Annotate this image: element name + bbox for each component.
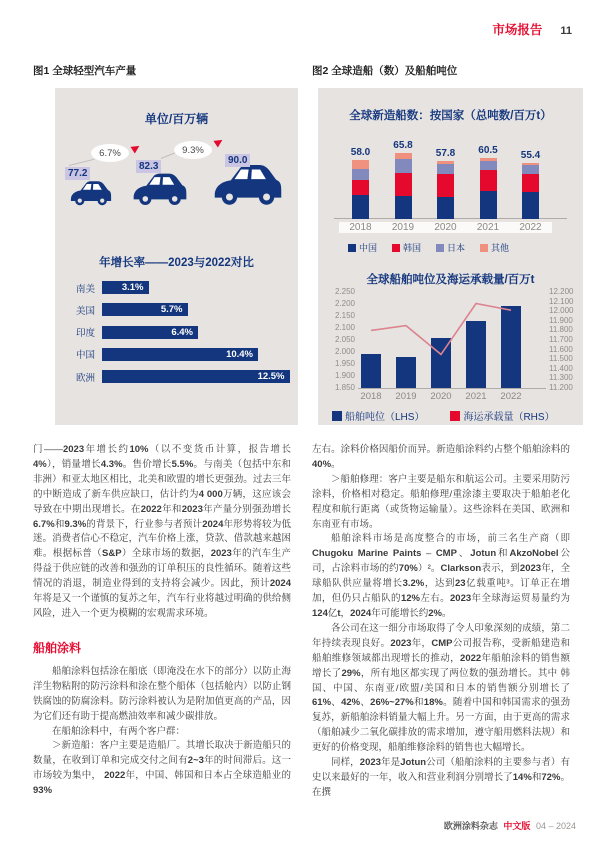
- stacked-bar-segment: [437, 197, 454, 219]
- right-axis-tick: 11.900: [549, 315, 573, 325]
- stacked-bar-segment: [522, 174, 539, 192]
- article-column-right: [312, 443, 570, 801]
- issue-number: 04 – 2024: [535, 821, 576, 831]
- left-axis-tick: 2.100: [334, 323, 355, 332]
- growth-row-label: 欧洲: [75, 372, 95, 384]
- body-paragraph: ＞船舶修理：客户主要是船东和航运公司。主要采用防污涂料，价格相对稳定。船舶修理/重涂漆主要取决于船舶老化程度和航行距离（或货物运输量）。这些涂料在美国、欧洲和东南亚有市场。: [312, 473, 570, 530]
- growth-bar: [102, 303, 188, 316]
- stacked-bar-segment: [352, 180, 369, 195]
- legend-item: [392, 241, 421, 254]
- growth-bubble: 9.3%: [174, 141, 212, 159]
- stacked-bar-segment: [395, 159, 412, 173]
- tonnage-dual-axis-chart: [318, 284, 583, 425]
- tonnage-chart-title: 全球船舶吨位及海运承载量/百万t: [366, 274, 535, 286]
- figure1-panel: [55, 88, 298, 425]
- left-axis-tick: 2.250: [334, 287, 355, 296]
- legend-item: [450, 408, 554, 423]
- legend-label: 其他: [491, 243, 510, 253]
- left-axis-tick: 1.850: [334, 383, 355, 392]
- growth-bar-value: 3.1%: [121, 282, 144, 293]
- figure1-caption: 图1 全球轻型汽车产量: [33, 65, 137, 77]
- stacked-bar-segment: [352, 160, 369, 169]
- legend-swatch: [392, 244, 400, 252]
- body-paragraph: ＞新造船：客户主要是造船厂。其增长取决于新造船只的数量，在收到订单和完成交付之间有2~3年的时间滞后。这一市场较为集中， 2022年，中国、韩国和日本占全球造船业的93%: [33, 740, 291, 797]
- x-axis-year-label: 2019: [382, 222, 425, 233]
- legend-swatch: [450, 411, 460, 421]
- stacked-bar-segment: [522, 192, 539, 219]
- x-axis-year-label: 2022: [509, 222, 552, 233]
- stacked-bar-segment: [480, 170, 497, 191]
- left-axis-tick: 2.150: [334, 311, 355, 320]
- legend-label: 中国: [359, 243, 378, 253]
- capacity-line-series: [358, 292, 546, 388]
- right-axis-tick: 11.800: [549, 325, 573, 335]
- growth-bar-value: 6.4%: [171, 326, 193, 338]
- growth-row: [55, 370, 298, 383]
- stacked-bar: [480, 158, 497, 219]
- stacked-bar-segment: [480, 161, 497, 170]
- stacked-bar-total: 55.4: [520, 150, 541, 162]
- fig1-chart-title: 单位/百万辆: [144, 112, 209, 126]
- stacked-bar-segment: [395, 196, 412, 219]
- growth-row: [55, 348, 298, 361]
- right-axis-tick: 11.400: [549, 363, 573, 373]
- right-axis-tick: 11.700: [549, 335, 573, 344]
- growth-row: [55, 326, 298, 339]
- right-axis-tick: 11.200: [549, 383, 573, 392]
- body-paragraph: 同样，2023年是Jotun公司（船舶涂料的主要参与者）有史以来最好的一年，收入和营业利润分别增长了14%和72%。在撰: [312, 757, 570, 798]
- page-footer: [444, 819, 576, 832]
- right-axis-tick: 12.100: [549, 296, 574, 306]
- x-axis-year-label: 2021: [465, 391, 487, 402]
- stacked-bar-total: 65.8: [393, 139, 413, 151]
- stacked-bar: [522, 163, 539, 219]
- growth-bubble: 6.7%: [91, 144, 129, 162]
- legend-item: [480, 241, 509, 254]
- page-header: [492, 20, 572, 38]
- car-icon: [67, 177, 115, 206]
- left-axis-tick: 2.050: [334, 335, 355, 344]
- stacked-bar-segment: [522, 165, 539, 173]
- legend-item: [436, 241, 465, 254]
- growth-chart-title: 年增长率——2023与2022对比: [99, 257, 254, 269]
- legend-item: [348, 241, 377, 254]
- stacked-bar-segment: [352, 169, 369, 180]
- growth-bar-value: 5.7%: [160, 304, 183, 316]
- x-axis-year-label: 2021: [467, 222, 510, 233]
- article-column-left: [33, 443, 291, 799]
- newbuild-chart-title: 全球新造船数：按国家（总吨数/百万t）: [349, 110, 552, 122]
- growth-row-label: 中国: [75, 350, 95, 362]
- stacked-bar: [352, 160, 369, 219]
- stacked-bar-segment: [437, 174, 454, 197]
- growth-bar: [102, 348, 258, 361]
- legend-item: [332, 408, 424, 423]
- x-axis-year-label: 2018: [339, 222, 382, 233]
- legend-label: 日本: [447, 243, 466, 253]
- body-paragraph: 在船舶涂料中，有两个客户群：: [52, 725, 186, 737]
- growth-row: [55, 303, 298, 316]
- growth-row: [55, 281, 298, 294]
- growth-bar-value: 12.5%: [257, 371, 285, 383]
- body-paragraph: 左右。涂料价格因船价而异。新造船涂料约占整个船舶涂料的40%。: [312, 444, 570, 470]
- stacked-bar-segment: [480, 191, 497, 219]
- right-axis-tick: 11.300: [549, 373, 573, 383]
- car-value-label: 82.3: [136, 160, 161, 173]
- figure2-panel: [318, 88, 583, 425]
- newbuild-stacked-chart: [318, 88, 583, 258]
- stacked-bar-total: 57.8: [435, 147, 456, 159]
- body-paragraph: 各公司在这一细分市场取得了令人印象深刻的成绩，第二年持续表现良好。2023年，CMP公司报告称，受新船建造和船舶维修领域都出现增长的推动，2022年船舶涂料的销售额增长了29%，所有地区都实现了两位数的强劲增长。其中 韩国、中国、东南亚/欧盟/美国和日本的销售额分别增长了61%、42%、26%~27%和18%。随着中国和韩国需求的强劲复苏，新船舶涂料销量大幅上升。另一方面，由于更高的需求（船舶减少二氧化碳排放的需求增加，遵守船用燃料法规）和更好的价格变现，船舶维修涂料的销售也大幅增长。: [312, 622, 570, 754]
- stacked-bar-segment: [352, 195, 369, 219]
- stacked-bar-total: 58.0: [350, 147, 371, 159]
- tonnage-plot-area: [358, 292, 546, 389]
- page-number: 11: [560, 25, 572, 37]
- legend-label: 船舶吨位（LHS）: [345, 412, 425, 423]
- growth-row-label: 南美: [75, 283, 95, 295]
- figure2-caption: 图2 全球造船（数）及船舶吨位: [312, 65, 458, 77]
- legend-label: 海运承载量（RHS）: [463, 412, 555, 423]
- newbuild-legend: [348, 241, 509, 254]
- left-axis-tick: 2.200: [334, 299, 355, 308]
- left-axis-tick: 1.900: [334, 371, 355, 380]
- stacked-bar: [437, 161, 454, 219]
- right-axis-tick: 12.200: [549, 287, 574, 296]
- stacked-bar-segment: [395, 173, 412, 196]
- growth-bar: [102, 281, 149, 294]
- body-paragraph: 船舶涂料市场是高度整合的市场，前三名生产商（即Chugoku Marine Paints – CMP、Jotun和AkzoNobel公司，占涂料市场的约70%）²。Clarkson表示，到2023年，全球船队供应量将增长3.2%，达到23亿载重吨³。订单正在增加，但仍只占船队的12%左右。2023年全球海运贸易量约为124亿t，2024年可能增长约2%。: [312, 533, 570, 619]
- x-axis-year-label: 2019: [395, 391, 417, 402]
- growth-bar-value: 10.4%: [226, 348, 253, 360]
- stacked-bar-segment: [437, 164, 454, 174]
- car-icon: [129, 168, 191, 206]
- left-axis-tick: 1.950: [334, 359, 355, 368]
- growth-row-label: 印度: [75, 328, 95, 340]
- growth-row-label: 美国: [75, 305, 95, 317]
- right-axis-tick: 12.000: [549, 306, 574, 316]
- edition-label: 中文版: [503, 821, 531, 831]
- journal-name: 欧洲涂料杂志: [443, 821, 498, 831]
- legend-swatch: [332, 411, 342, 421]
- car-value-label: 90.0: [225, 154, 250, 167]
- body-paragraph: 门——2023年增长约10%（以不变货币计算，报告增长4%），销量增长4.3%。售价增长5.5%。与南美（包括中东和非洲）和亚太地区相比，北美和欧盟的增长更强劲。过去三年的中断造成了新车供应缺口，估计约为4 000万辆，这应该会导致在中期出现增长。在2022年和2023年产量分别强劲增长6.7%和9.3%的背景下，行业参与者预计2024年形势将较为低迷。消费者信心不稳定，汽车价格上涨，贷款、借款越来越困难。根据标普（S&P）全球市场的数据，2023年的汽车生产得益于供应链的改善和强劲的订单积压的良性循环。随着这些情况的消退，制造业得到的支持将会减少。因此，预计2024年将是又一个谨慎的复苏之年，汽车行业将越过明确的供给侧风险，进入一个更为模糊的宏观需求环境。: [33, 444, 291, 619]
- x-axis-year-label: 2020: [424, 222, 467, 233]
- stacked-bar: [395, 153, 412, 219]
- car-value-label: 77.2: [65, 167, 90, 180]
- legend-label: 韩国: [403, 243, 422, 253]
- legend-swatch: [436, 244, 444, 252]
- growth-bar: [102, 326, 198, 339]
- annual-growth-chart: [55, 281, 298, 392]
- right-axis-tick: 11.500: [549, 354, 573, 364]
- right-axis-tick: 11.600: [549, 344, 573, 354]
- stacked-bar-total: 60.5: [478, 144, 498, 156]
- x-axis-year-label: 2022: [500, 391, 522, 402]
- growth-bar: [102, 370, 290, 383]
- legend-swatch: [480, 244, 488, 252]
- body-paragraph: 船舶涂料包括涂在船底（即淹没在水下的部分）以防止海洋生物粘附的防污涂料和涂在整个船体（包括舱内）以防止钢铁腐蚀的防腐涂料。防污涂料被认为是附加值更高的产品，因为它们还有助于提高燃油效率和减少碳排放。: [33, 665, 291, 722]
- section-title: 市场报告: [492, 23, 543, 37]
- legend-swatch: [348, 244, 356, 252]
- section-heading: 船舶涂料: [33, 640, 82, 655]
- left-axis-tick: 2.000: [334, 347, 355, 356]
- tonnage-legend: [332, 408, 555, 423]
- x-axis-year-label: 2018: [360, 391, 382, 402]
- x-axis-year-label: 2020: [430, 391, 452, 402]
